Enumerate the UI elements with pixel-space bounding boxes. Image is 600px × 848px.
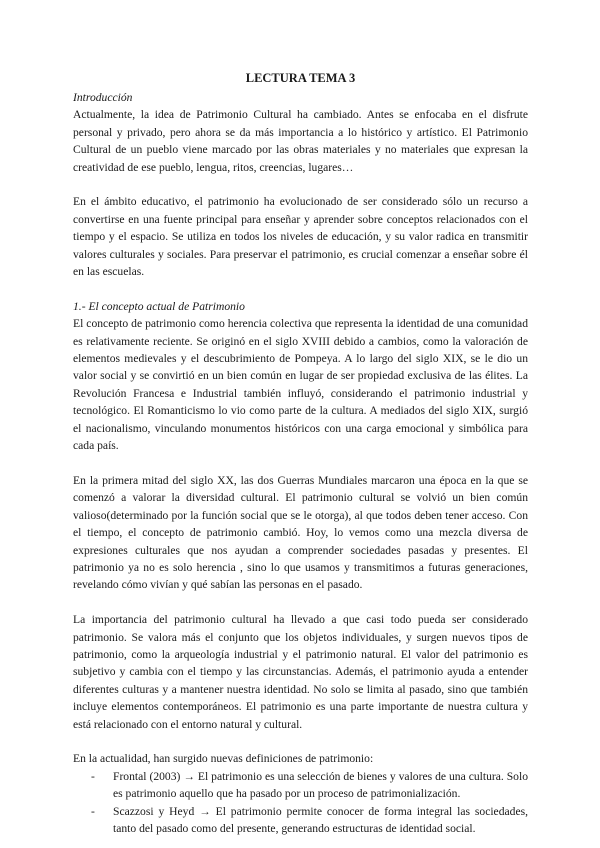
section-1-paragraph-3: La importancia del patrimonio cultural ha llevado a que casi todo pueda ser considerado patrimonio. Se valora más el conjunto que los objetos individuales, y surgen nuevos tipos de patrimonio, como la arqueología industrial y el patrimonio natural. El valor del patrimonio es subjetivo y cambia con el tiempo y las circunstancias. Además, el patrimonio ayuda a entender diferentes culturas y a mantener nuestra identidad. No solo se limita al pasado, sino que también incluye elementos contemporáneos. El patrimonio es una parte importante de nuestra cultura y está relacionado con el entorno natural y cultural.	[73, 613, 528, 731]
list-dash: -	[91, 804, 95, 818]
intro-heading: Introducción	[73, 91, 133, 104]
section-1-paragraph-4: En la actualidad, han surgido nuevas definiciones de patrimonio:	[73, 752, 374, 766]
paragraph-gap	[73, 733, 528, 750]
section-1-heading: 1.- El concepto actual de Patrimonio	[73, 299, 245, 313]
document-title: LECTURA TEMA 3	[245, 71, 356, 85]
definition-item	[91, 768, 528, 803]
paragraph-gap	[73, 280, 528, 297]
definition-text: Frontal (2003) → El patrimonio es una selección de bienes y valores de una cultura. Solo es patrimonio aquello que ha pasado por un proceso de patrimonialización.	[113, 769, 528, 801]
definitions-list	[73, 768, 528, 838]
intro-paragraph-1: Actualmente, la idea de Patrimonio Cultural ha cambiado. Antes se enfocaba en el disfrute personal y privado, pero ahora se da más importancia a lo histórico y artístico. El Patrimonio Cultural de un pueblo viene marcado por las obras materiales y no materiales que expresan la creatividad de ese pueblo, lengua, ritos, creencias, lugares…	[73, 108, 528, 174]
definition-text: Scazzosi y Heyd → El patrimonio permite conocer de forma integral las sociedades, tanto del pasado como del presente, generando estructuras de identidad social.	[113, 804, 528, 835]
definition-item	[91, 803, 528, 838]
section-1-paragraph-1: El concepto de patrimonio como herencia colectiva que representa la identidad de una comunidad es relativamente reciente. Se originó en el siglo XVIII debido a cambios, como la valoración de elementos medievales y el descubrimiento de Pompeya. A lo largo del siglo XIX, se le dio un valor social y se convirtió en un bien común en lugar de ser propiedad exclusiva de las élites. La Revolución Francesa e Industrial también influyó, considerando el patrimonio industrial y tecnológico. El Romanticismo lo vio como parte de la cultura. A mediados del siglo XIX, surgió el nacionalismo, vinculando monumentos históricos con una carga emocional y simbólica para cada país.	[73, 317, 528, 453]
paragraph-gap	[73, 594, 528, 611]
paragraph-gap	[73, 176, 528, 193]
list-dash: -	[91, 769, 95, 783]
paragraph-gap	[73, 455, 528, 472]
intro-paragraph-2: En el ámbito educativo, el patrimonio ha evolucionado de ser considerado sólo un recurso a convertirse en una fuente principal para enseñar y aprender sobre conceptos relacionados con el tiempo y el espacio. Se utiliza en todos los niveles de educación, y su valor radica en transmitir valores culturales y sociales. Para preservar el patrimonio, es crucial comenzar a enseñar sobre él en las escuelas.	[73, 195, 528, 279]
section-1-paragraph-2: En la primera mitad del siglo XX, las dos Guerras Mundiales marcaron una época en la que se comenzó a valorar la diversidad cultural. El patrimonio cultural se volvió un bien común valioso(determinado por la función social que se le otorga), al que todos deben tener acceso. Con el tiempo, el concepto de patrimonio cambió. Hoy, lo vemos como una mezcla diversa de expresiones culturales que nos ayudan a comprender sociedades pasadas y presentes. El patrimonio ya no es solo herencia , sino lo que usamos y transmitimos a futuras generaciones, revelando cómo vivían y qué sabían las personas en el pasado.	[73, 473, 528, 592]
